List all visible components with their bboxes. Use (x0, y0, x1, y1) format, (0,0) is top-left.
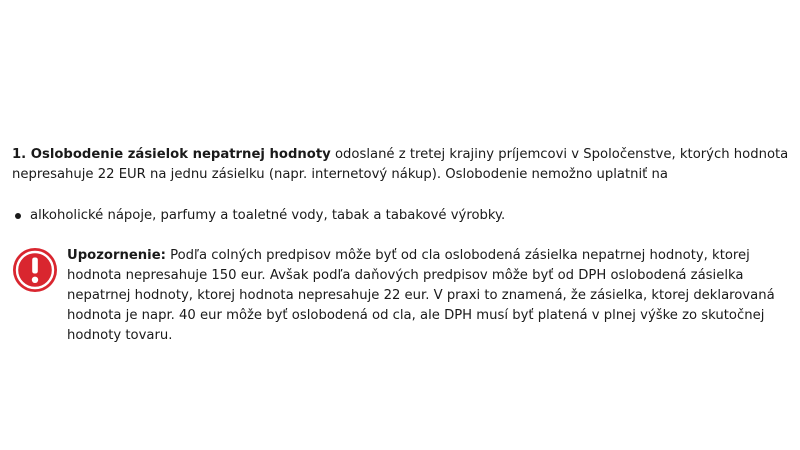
intro-paragraph (12, 145, 797, 185)
bullet-icon (15, 213, 21, 219)
exemption-list (12, 206, 797, 226)
warning-label: Upozornenie: (67, 248, 166, 263)
article-content (12, 145, 797, 346)
exclamation-icon (12, 247, 58, 293)
warning-box (12, 246, 797, 346)
section-text: odoslané z tretej krajiny príjemcovi v Spoločenstve, ktorých hodnota nepresahuje 22 EUR na jednu zásielku (napr. internetový nákup). Oslobodenie nemožno uplatniť na (12, 147, 789, 182)
section-title: 1. Oslobodenie zásielok nepatrnej hodnoty (12, 147, 331, 162)
list-item (12, 206, 797, 226)
warning-text (67, 246, 797, 346)
list-item-text: alkoholické nápoje, parfumy a toaletné vody, tabak a tabakové výrobky. (30, 208, 506, 223)
warning-body: Podľa colných predpisov môže byť od cla oslobodená zásielka nepatrnej hodnoty, ktorej hodnota nepresahuje 150 eur. Avšak podľa daňových predpisov môže byť od DPH oslobodená zásielka nepatrnej hodnoty, ktorej hodnota nepresahuje 22 eur. V praxi to znamená, že zásielka, ktorej deklarovaná hodnota je napr. 40 eur môže byť oslobodená od cla, ale DPH musí byť platená v plnej výške zo skutočnej hodnoty tovaru. (67, 248, 775, 343)
